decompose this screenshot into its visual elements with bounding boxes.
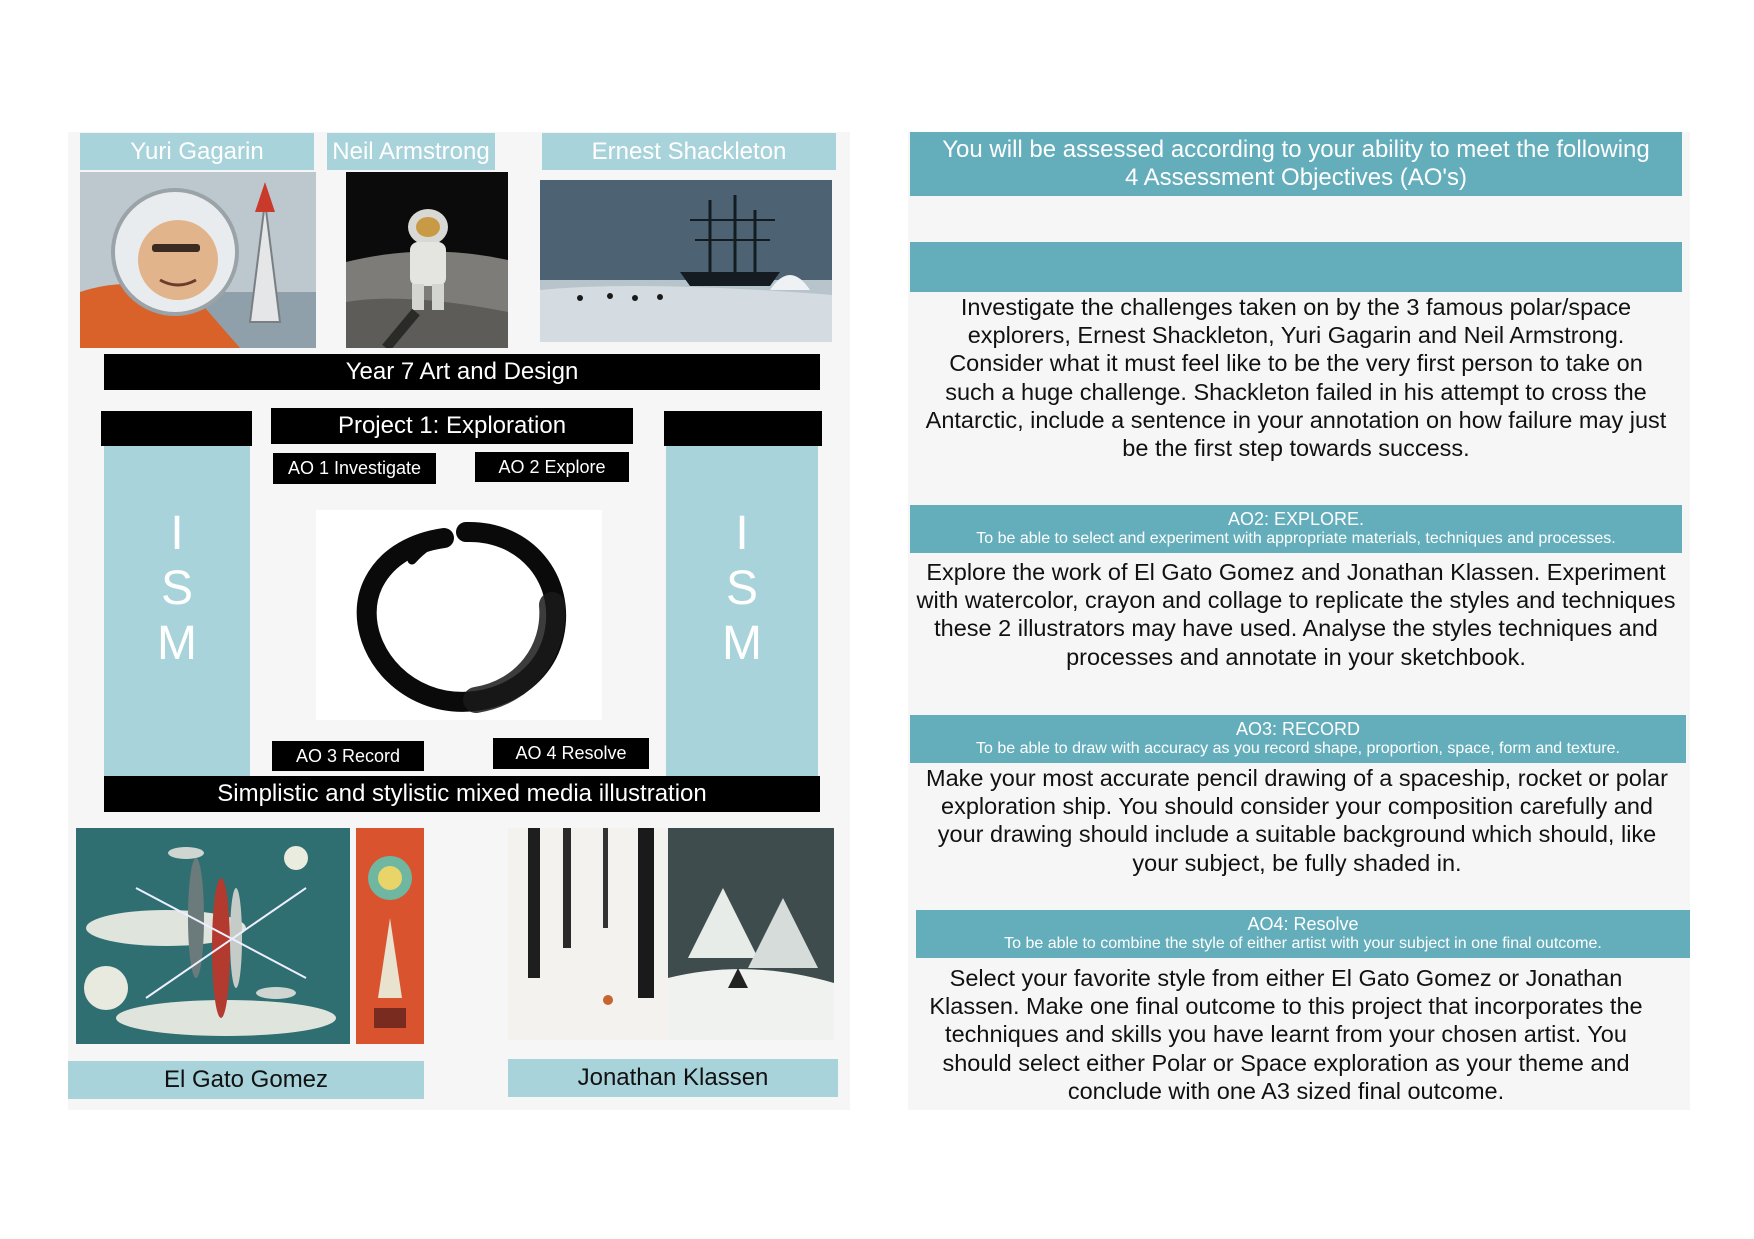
jonathan-klassen-artwork [508, 828, 834, 1040]
ism-right-header [664, 411, 822, 446]
ernest-shackleton-photo [540, 180, 832, 342]
ao1-tag: AO 1 Investigate [273, 453, 436, 484]
enso-brush-circle-icon [316, 510, 602, 720]
ism-left-column [104, 446, 250, 776]
retro-space-art-icon [76, 828, 350, 1044]
ism-left-letter-m: M [157, 617, 197, 670]
astronaut-portrait-icon [80, 172, 316, 348]
assessment-intro-bar [910, 132, 1682, 196]
ism-right-column [666, 446, 818, 776]
ao4-heading-bar [916, 910, 1690, 958]
yuri-gagarin-photo [80, 172, 316, 348]
ao3-body: Make your most accurate pencil drawing of a spaceship, rocket or polar exploration ship. You should consider your composition carefully and your drawing should include a suitable background which should, like your subject, be fully shaded in. [926, 765, 1668, 876]
ism-left-header [101, 411, 252, 446]
enso-circle-image [316, 510, 602, 720]
caption-ernest-shackleton: Ernest Shackleton [542, 133, 836, 170]
ao3-subheading: To be able to draw with accuracy as you record shape, proportion, space, form and texture. [976, 740, 1620, 757]
caption-neil-armstrong: Neil Armstrong [327, 133, 495, 170]
ao2-subheading: To be able to select and experiment with appropriate materials, techniques and processes. [976, 530, 1616, 547]
rocket-poster-icon [356, 828, 424, 1044]
ao3-heading: AO3: RECORD [1235, 719, 1361, 739]
ship-in-ice-icon [540, 180, 832, 342]
ao3-heading-bar [910, 715, 1686, 763]
intro-line-1: You will be assessed according to your ability to meet the following [942, 136, 1650, 163]
ao4-tag: AO 4 Resolve [493, 738, 649, 769]
project-title: Project 1: Exploration [271, 408, 633, 444]
ao2-heading-bar [910, 505, 1682, 553]
course-title: Year 7 Art and Design [104, 354, 820, 390]
intro-line-2: 4 Assessment Objectives (AO's) [1124, 164, 1468, 191]
ao4-heading: AO4: Resolve [1247, 914, 1359, 934]
ism-right-letter-i: I [735, 507, 749, 560]
ao1-heading-bar [910, 242, 1682, 292]
ism-right-letter-s: S [725, 562, 758, 615]
caption-el-gato-gomez: El Gato Gomez [68, 1061, 424, 1099]
ao2-tag: AO 2 Explore [475, 452, 629, 482]
ao1-body: Investigate the challenges taken on by the 3 famous polar/space explorers, Ernest Shackleton, Yuri Gagarin and Neil Armstrong. Consider what it must feel like to be the very first person to take on such a huge challenge. Shackleton failed in his attempt to cross the Antarctic, include a sentence in your annotation on how failure may just be the first step towards success. [925, 294, 1667, 462]
snowy-forest-art-icon [508, 828, 834, 1040]
ao3-tag: AO 3 Record [272, 741, 424, 771]
ao2-heading: AO2: EXPLORE. [1227, 509, 1365, 529]
ism-left-letter-s: S [160, 562, 193, 615]
ao4-body: Select your favorite style from either El Gato Gomez or Jonathan Klassen. Make one final outcome to this project that incorporates the techniques and skills you have learnt from your chosen artist. You should select either Polar or Space exploration as your theme and conclude with one A3 sized final outcome. [929, 965, 1643, 1104]
el-gato-gomez-artwork [76, 828, 350, 1044]
ism-right-letter-m: M [722, 617, 762, 670]
ao4-subheading: To be able to combine the style of either artist with your subject in one final outcome. [1004, 935, 1602, 952]
neil-armstrong-photo [346, 172, 508, 348]
caption-jonathan-klassen: Jonathan Klassen [508, 1059, 838, 1097]
ao2-body: Explore the work of El Gato Gomez and Jonathan Klassen. Experiment with watercolor, crayon and collage to replicate the styles and techniques these 2 illustrators may have used. Analyse the styles techniques and processes and annotate in your sketchbook. [916, 559, 1676, 670]
caption-yuri-gagarin: Yuri Gagarin [80, 133, 314, 170]
el-gato-gomez-artwork-2 [356, 828, 424, 1044]
subtitle-bar: Simplistic and stylistic mixed media illustration [104, 776, 820, 812]
ism-left-letter-i: I [170, 507, 184, 560]
moonwalk-icon [346, 172, 508, 348]
